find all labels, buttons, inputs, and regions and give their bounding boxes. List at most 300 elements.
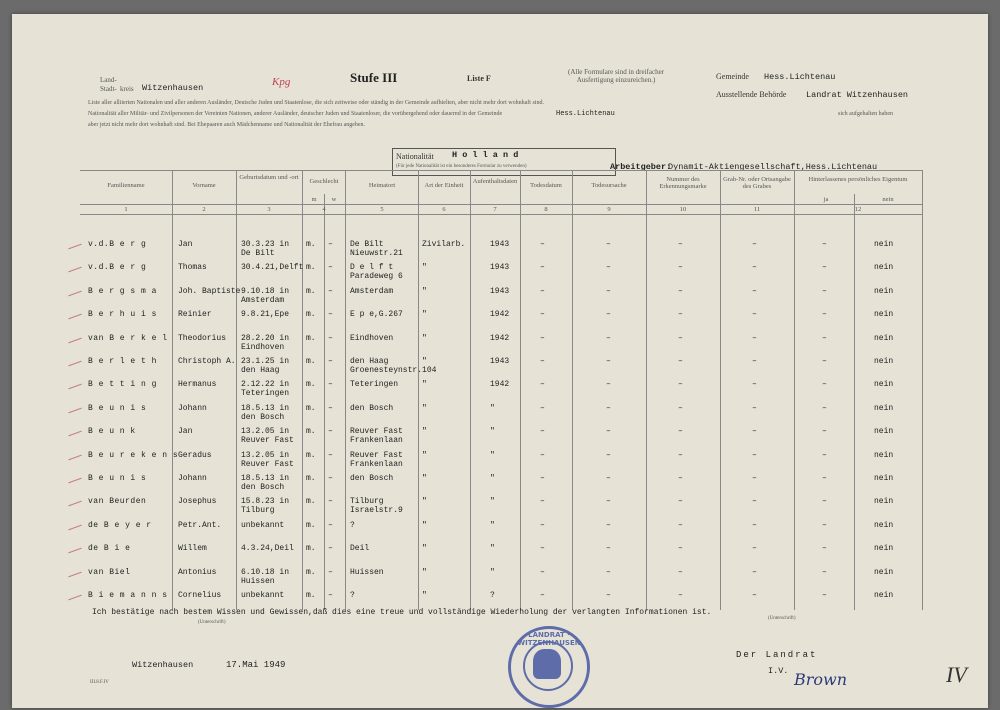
row-death-cause: –: [606, 450, 611, 460]
row-death-cause: –: [606, 240, 611, 249]
row-grave: –: [752, 357, 757, 366]
col-header-unit: Art der Einheit: [424, 182, 464, 189]
official-stamp: [508, 626, 590, 708]
row-sex: m.: [306, 333, 316, 343]
row-home: Reuver Fast Frankenlaan: [350, 427, 403, 446]
row-home: Amsterdam: [350, 286, 394, 296]
row-firstname: Willem: [178, 544, 207, 554]
row-home: Deil: [350, 544, 370, 554]
checkmark-icon: [68, 314, 81, 320]
row-firstname: Joh. Baptiste: [178, 286, 241, 296]
row-death-cause: –: [606, 497, 611, 507]
row-surname: v.d.B e r g: [88, 240, 147, 249]
row-grave: –: [752, 427, 757, 437]
row-property: nein: [874, 310, 894, 320]
checkmark-icon: [68, 361, 81, 367]
col-header-sex-w: w: [331, 196, 337, 203]
row-tag: –: [678, 403, 683, 413]
col-header-surname: Familienname: [107, 182, 145, 189]
col-header-property: Hinterlassenes persönliches Eigentum: [808, 176, 908, 183]
intro-suffix: sich aufgehalten haben: [838, 111, 893, 117]
row-grave: –: [752, 450, 757, 460]
row-home: Reuver Fast Frankenlaan: [350, 450, 403, 469]
col-divider: [854, 194, 855, 610]
checkmark-icon: [68, 595, 81, 601]
row-grave: –: [752, 591, 757, 600]
row-death-date: –: [540, 310, 545, 320]
row-unit: ": [422, 263, 427, 273]
row-property: nein: [874, 333, 894, 343]
col-header-birth: Geburtsdatum und -ort: [239, 174, 299, 181]
row-death-cause: –: [606, 403, 611, 413]
col-header-tag: Nummer des Erkennungsmarke: [659, 176, 707, 190]
row-tag: –: [678, 286, 683, 296]
col-header-property-ja: ja: [823, 196, 829, 203]
row-unit: ": [422, 403, 427, 413]
gemeinde-value: Hess.Lichtenau: [764, 72, 836, 82]
row-surname: B e t t i n g: [88, 380, 157, 390]
row-property: nein: [874, 263, 894, 273]
row-death-cause: –: [606, 286, 611, 296]
row-surname: B e r h u i s: [88, 310, 157, 320]
row-prop-ja: –: [822, 591, 827, 600]
iv-label: I.V.: [768, 666, 789, 676]
confirmation-statement: Ich bestätige nach bestem Wissen und Gewissen,daß dies eine treue und vollständige Wiederholung der verlangten Informationen ist.: [92, 608, 712, 617]
row-prop-ja: –: [822, 263, 827, 273]
row-death-date: –: [540, 357, 545, 366]
row-tag: –: [678, 567, 683, 577]
stamp-text: LANDRAT · WITZENHAUSEN: [517, 631, 581, 647]
row-prop-ja: –: [822, 333, 827, 343]
row-stay: 1943: [490, 286, 510, 296]
row-home: den Haag Groenesteynstr.104: [350, 357, 437, 375]
col-divider: [572, 170, 573, 610]
row-tag: –: [678, 333, 683, 343]
row-grave: –: [752, 263, 757, 273]
signature: Brown: [794, 670, 848, 689]
row-property: nein: [874, 403, 894, 413]
intro-line-3: aber jetzt nicht mehr dort wohnhaft sind. Bei Ehepaaren auch Mädchenname und Nationalität der Ehefrau angeben.: [88, 122, 366, 128]
row-stay: ": [490, 497, 495, 507]
table-header-rule: [80, 204, 922, 205]
row-firstname: Jan: [178, 240, 193, 249]
row-grave: –: [752, 286, 757, 296]
row-prop-ja: –: [822, 520, 827, 530]
row-firstname: Johann: [178, 403, 207, 413]
row-sex: m.: [306, 310, 316, 320]
checkmark-icon: [68, 337, 81, 343]
row-sex: m.: [306, 591, 316, 600]
kreis-label: kreis: [120, 85, 134, 93]
row-home: Teteringen: [350, 380, 399, 390]
col-divider: [470, 170, 471, 610]
row-surname: van B e r k e l: [88, 333, 168, 343]
row-stay: 1942: [490, 380, 510, 390]
checkmark-icon: [68, 407, 81, 413]
row-death-date: –: [540, 403, 545, 413]
row-sex-w: –: [328, 240, 333, 249]
row-grave: –: [752, 544, 757, 554]
checkmark-icon: [68, 290, 81, 296]
row-death-date: –: [540, 567, 545, 577]
col-header-sex-m: m: [311, 196, 317, 203]
row-grave: –: [752, 380, 757, 390]
row-tag: –: [678, 357, 683, 366]
stufe-title: Stufe III: [350, 70, 398, 85]
row-sex-w: –: [328, 520, 333, 530]
row-sex: m.: [306, 380, 316, 390]
row-unit: ": [422, 474, 427, 483]
date-value: 17.Mai 1949: [226, 660, 286, 670]
row-unit: ": [422, 427, 427, 437]
row-firstname: Johann: [178, 474, 207, 483]
row-home: ?: [350, 591, 355, 600]
row-stay: ": [490, 567, 495, 577]
row-grave: –: [752, 333, 757, 343]
row-home: den Bosch: [350, 403, 394, 413]
row-death-cause: –: [606, 474, 611, 483]
row-death-date: –: [540, 286, 545, 296]
row-unit: ": [422, 450, 427, 460]
row-death-date: –: [540, 450, 545, 460]
col-header-death-cause: Todesursache: [591, 182, 627, 189]
col-num: 7: [493, 206, 497, 213]
row-sex-w: –: [328, 497, 333, 507]
col-num: 3: [267, 206, 271, 213]
col-header-firstname: Vorname: [192, 182, 216, 189]
row-home: Eindhoven: [350, 333, 394, 343]
col-num: 11: [753, 206, 761, 213]
col-divider: [324, 194, 325, 610]
row-property: nein: [874, 520, 894, 530]
row-firstname: Reinier: [178, 310, 212, 320]
row-sex: m.: [306, 450, 316, 460]
col-divider: [520, 170, 521, 610]
checkmark-icon: [68, 478, 81, 484]
row-surname: B e u r e k e n s: [88, 450, 179, 460]
row-unit: ": [422, 357, 427, 366]
row-surname: v.d.B e r g: [88, 263, 147, 273]
checkmark-icon: [68, 524, 81, 530]
col-num: 4: [322, 206, 326, 213]
row-property: nein: [874, 286, 894, 296]
col-header-grave: Grab-Nr. oder Ortsangabe des Grabes: [723, 176, 791, 190]
row-stay: ": [490, 544, 495, 554]
nationality-label: Nationalität: [396, 152, 434, 161]
row-prop-ja: –: [822, 240, 827, 249]
row-prop-ja: –: [822, 310, 827, 320]
row-unit: ": [422, 380, 427, 390]
row-tag: –: [678, 427, 683, 437]
row-prop-ja: –: [822, 450, 827, 460]
col-divider: [794, 170, 795, 610]
row-grave: –: [752, 474, 757, 483]
row-birth: 28.2.20 in Eindhoven: [241, 333, 290, 352]
row-unit: ": [422, 567, 427, 577]
row-surname: B e u n k: [88, 427, 136, 437]
col-divider: [922, 170, 923, 610]
row-death-date: –: [540, 497, 545, 507]
row-sex: m.: [306, 497, 316, 507]
row-sex: m.: [306, 520, 316, 530]
row-stay: 1942: [490, 333, 510, 343]
row-property: nein: [874, 240, 894, 249]
row-death-cause: –: [606, 333, 611, 343]
signature-label-right: (Unterschrift): [768, 616, 796, 621]
row-birth: 6.10.18 in Huissen: [241, 567, 290, 586]
nationality-sub: (Für jede Nationalität ist ein besonderes Formular zu verwenden): [396, 164, 527, 169]
col-num: 6: [442, 206, 446, 213]
col-divider: [302, 170, 303, 610]
row-firstname: Josephus: [178, 497, 217, 507]
row-prop-ja: –: [822, 474, 827, 483]
row-prop-ja: –: [822, 380, 827, 390]
row-unit: ": [422, 497, 427, 507]
row-unit: ": [422, 333, 427, 343]
col-header-sex: Geschlecht: [309, 178, 339, 185]
handnote: Kpg: [272, 76, 291, 88]
row-death-date: –: [540, 333, 545, 343]
row-grave: –: [752, 240, 757, 249]
row-birth: 23.1.25 in den Haag: [241, 357, 290, 375]
liste-label: Liste F: [467, 74, 491, 83]
checkmark-icon: [68, 267, 81, 273]
row-surname: van Biel: [88, 567, 131, 577]
row-prop-ja: –: [822, 544, 827, 554]
row-stay: ": [490, 450, 495, 460]
place-value: Witzenhausen: [132, 660, 194, 670]
employer-label: Arbeitgeber:: [610, 162, 672, 172]
behoerde-label: Ausstellende Behörde: [716, 90, 787, 99]
row-sex-w: –: [328, 286, 333, 296]
row-death-cause: –: [606, 357, 611, 366]
col-divider: [345, 170, 346, 610]
col-num: 5: [380, 206, 384, 213]
row-sex: m.: [306, 474, 316, 483]
row-surname: B e r g s m a: [88, 286, 157, 296]
row-stay: ": [490, 403, 495, 413]
checkmark-icon: [68, 431, 81, 437]
row-birth: unbekannt: [241, 520, 285, 530]
row-sex-w: –: [328, 333, 333, 343]
row-home: Tilburg Israelstr.9: [350, 497, 403, 516]
col-divider: [720, 170, 721, 610]
row-property: nein: [874, 591, 894, 600]
row-home: den Bosch: [350, 474, 394, 483]
row-tag: –: [678, 450, 683, 460]
row-unit: ": [422, 544, 427, 554]
row-unit: ": [422, 310, 427, 320]
row-birth: 30.4.21,Delft: [241, 263, 304, 273]
row-home: ?: [350, 520, 355, 530]
row-death-date: –: [540, 427, 545, 437]
nationality-value: H o l l a n d: [452, 150, 519, 160]
row-death-date: –: [540, 474, 545, 483]
col-header-home: Heimatort: [368, 182, 396, 189]
row-surname: de B i e: [88, 544, 131, 554]
form-number: III.8.F.IV: [90, 680, 109, 685]
row-sex: m.: [306, 544, 316, 554]
gemeinde-label: Gemeinde: [716, 72, 749, 81]
col-num: 9: [607, 206, 611, 213]
form-note: (Alle Formulare sind in dreifacher Ausfertigung einzureichen.): [568, 68, 665, 84]
table-top-rule: [80, 170, 922, 171]
col-divider: [172, 170, 173, 610]
row-birth: 13.2.05 in Reuver Fast: [241, 427, 294, 446]
row-stay: ": [490, 474, 495, 483]
row-tag: –: [678, 497, 683, 507]
row-tag: –: [678, 474, 683, 483]
row-prop-ja: –: [822, 286, 827, 296]
row-death-cause: –: [606, 380, 611, 390]
row-sex-w: –: [328, 591, 333, 600]
row-tag: –: [678, 380, 683, 390]
row-prop-ja: –: [822, 403, 827, 413]
employer-value: Dynamit-Aktiengesellschaft,Hess.Lichtenau: [668, 162, 878, 172]
row-stay: ?: [490, 591, 495, 600]
row-sex: m.: [306, 567, 316, 577]
row-death-cause: –: [606, 591, 611, 600]
col-num: 8: [544, 206, 548, 213]
row-surname: B e u n i s: [88, 474, 147, 483]
row-birth: 2.12.22 in Teteringen: [241, 380, 290, 399]
row-tag: –: [678, 310, 683, 320]
row-tag: –: [678, 520, 683, 530]
row-prop-ja: –: [822, 357, 827, 366]
row-death-cause: –: [606, 263, 611, 273]
checkmark-icon: [68, 571, 81, 577]
row-birth: 13.2.05 in Reuver Fast: [241, 450, 294, 469]
row-unit: ": [422, 286, 427, 296]
row-stay: 1943: [490, 357, 510, 366]
behoerde-value: Landrat Witzenhausen: [806, 90, 909, 100]
col-num: 2: [202, 206, 206, 213]
checkmark-icon: [68, 384, 81, 390]
row-grave: –: [752, 520, 757, 530]
table-num-rule: [80, 214, 922, 215]
ort-value: Hess.Lichtenau: [556, 110, 615, 118]
col-divider: [418, 170, 419, 610]
row-property: nein: [874, 544, 894, 554]
row-death-cause: –: [606, 544, 611, 554]
row-grave: –: [752, 567, 757, 577]
row-home: De Bilt Nieuwstr.21: [350, 240, 403, 258]
row-tag: –: [678, 263, 683, 273]
checkmark-icon: [68, 501, 81, 507]
row-sex: m.: [306, 263, 316, 273]
col-divider: [646, 170, 647, 610]
kreis-value: Witzenhausen: [142, 83, 204, 93]
landkreis-label: Land- Stadt-: [100, 76, 117, 93]
row-stay: 1942: [490, 310, 510, 320]
col-header-stay: Aufenthaltsdaten: [472, 178, 518, 185]
row-death-cause: –: [606, 520, 611, 530]
row-stay: ": [490, 427, 495, 437]
row-sex-w: –: [328, 474, 333, 483]
row-property: nein: [874, 567, 894, 577]
col-num: 12: [854, 206, 862, 213]
row-sex-w: –: [328, 263, 333, 273]
row-firstname: Christoph A.: [178, 357, 236, 366]
row-property: nein: [874, 474, 894, 483]
row-birth: 18.5.13 in den Bosch: [241, 474, 290, 492]
row-firstname: Theodorius: [178, 333, 227, 343]
row-sex-w: –: [328, 427, 333, 437]
row-birth: 18.5.13 in den Bosch: [241, 403, 290, 422]
row-surname: B i e m a n n s: [88, 591, 168, 600]
row-death-date: –: [540, 380, 545, 390]
row-sex-w: –: [328, 567, 333, 577]
row-firstname: Antonius: [178, 567, 217, 577]
folio-number: IV: [946, 662, 967, 687]
row-stay: 1943: [490, 240, 510, 249]
col-num: 10: [679, 206, 687, 213]
row-sex: m.: [306, 357, 316, 366]
eagle-icon: [533, 649, 561, 679]
row-firstname: Hermanus: [178, 380, 217, 390]
row-stay: 1943: [490, 263, 510, 273]
row-sex-w: –: [328, 450, 333, 460]
row-firstname: Cornelius: [178, 591, 222, 600]
document-sheet: [12, 14, 988, 708]
intro-line-2: Nationalität aller Militär- und Zivilpersonen der Vereinten Nationen, anderer Ausländer, deutscher Juden und Staatenloser, die vorübergehend oder dauernd in der Gemeinde: [88, 111, 503, 117]
row-property: nein: [874, 380, 894, 390]
row-prop-ja: –: [822, 427, 827, 437]
row-surname: van Beurden: [88, 497, 147, 507]
row-property: nein: [874, 450, 894, 460]
row-birth: 9.8.21,Epe: [241, 310, 290, 320]
row-tag: –: [678, 240, 683, 249]
row-sex: m.: [306, 286, 316, 296]
row-sex-w: –: [328, 544, 333, 554]
row-firstname: Jan: [178, 427, 193, 437]
row-unit: Zivilarb.: [422, 240, 466, 249]
row-death-date: –: [540, 544, 545, 554]
row-grave: –: [752, 497, 757, 507]
row-birth: 30.3.23 in De Bilt: [241, 240, 290, 258]
row-death-cause: –: [606, 567, 611, 577]
row-grave: –: [752, 310, 757, 320]
row-tag: –: [678, 544, 683, 554]
row-surname: de B e y e r: [88, 520, 152, 530]
row-sex-w: –: [328, 380, 333, 390]
row-grave: –: [752, 403, 757, 413]
row-property: nein: [874, 357, 894, 366]
row-property: nein: [874, 497, 894, 507]
row-sex: m.: [306, 403, 316, 413]
row-firstname: Thomas: [178, 263, 207, 273]
row-birth: unbekannt: [241, 591, 285, 600]
row-sex: m.: [306, 240, 316, 249]
row-firstname: Geradus: [178, 450, 212, 460]
row-death-date: –: [540, 591, 545, 600]
row-home: D e l f t Paradeweg 6: [350, 263, 403, 282]
signer-title: Der Landrat: [736, 650, 818, 660]
row-sex: m.: [306, 427, 316, 437]
row-stay: ": [490, 520, 495, 530]
checkmark-icon: [68, 244, 81, 250]
row-firstname: Petr.Ant.: [178, 520, 222, 530]
row-prop-ja: –: [822, 497, 827, 507]
row-death-date: –: [540, 520, 545, 530]
row-property: nein: [874, 427, 894, 437]
row-death-date: –: [540, 263, 545, 273]
row-home: Huissen: [350, 567, 384, 577]
row-prop-ja: –: [822, 567, 827, 577]
row-tag: –: [678, 591, 683, 600]
row-surname: B e u n i s: [88, 403, 147, 413]
row-sex-w: –: [328, 403, 333, 413]
